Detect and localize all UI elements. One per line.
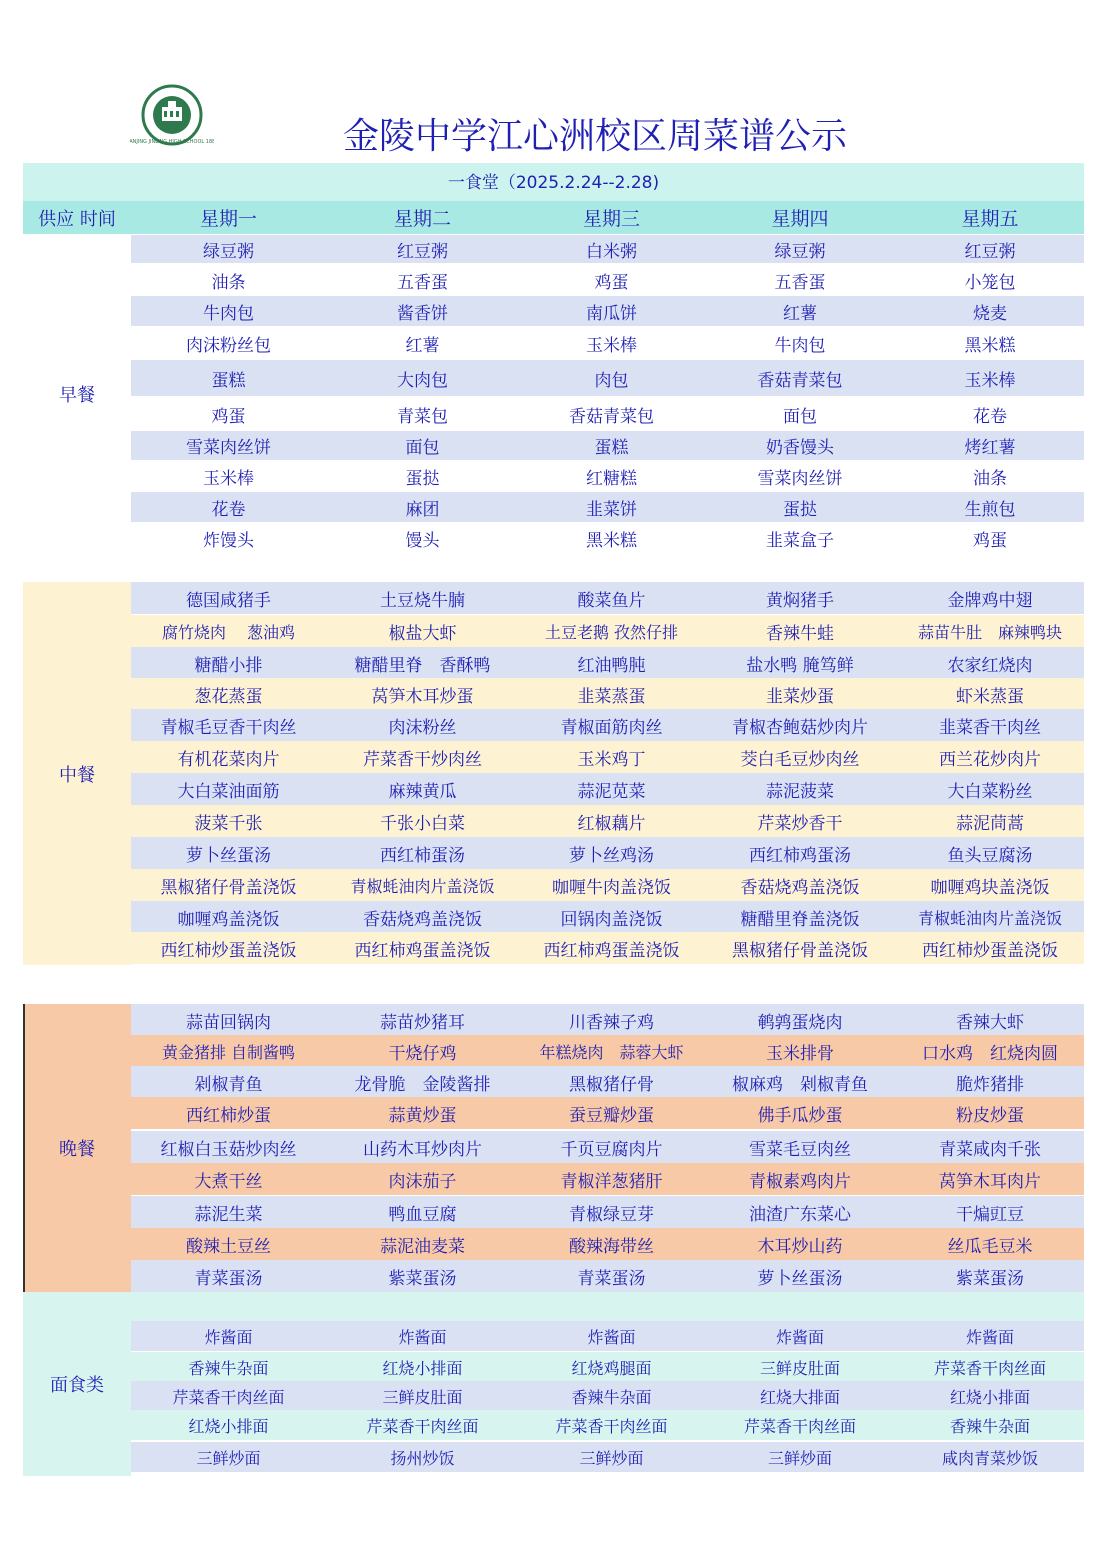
menu-row-lunch [131, 741, 1084, 773]
dish-cell: 红椒白玉菇炒肉丝 [160, 1139, 297, 1160]
dish-cell: 蛋糕 [594, 438, 629, 458]
dish-cell: 盐水鸭 腌笃鲜 [746, 655, 854, 676]
dish-cell: 丝瓜毛豆米 [947, 1236, 1033, 1257]
dish-cell: 回锅肉盖浇饭 [560, 909, 663, 930]
dish-cell: 龙骨脆 金陵酱排 [354, 1074, 491, 1095]
dish-cell: 红烧小排面 [382, 1358, 463, 1378]
dish-cell: 肉沫粉丝包 [186, 335, 271, 356]
dish-cell: 炸酱面 [204, 1327, 253, 1347]
dish-cell: 莴笋木耳炒蛋 [371, 686, 474, 707]
menu-row-breakfast [131, 523, 1084, 553]
menu-row-lunch [131, 709, 1084, 741]
dish-cell: 玉米棒 [586, 335, 637, 356]
menu-row-noodles [131, 1381, 1084, 1411]
dish-cell: 雪菜肉丝饼 [757, 468, 843, 489]
day-header: 星期一 [199, 208, 257, 230]
day-header: 星期三 [582, 208, 640, 230]
dish-cell: 干烧仔鸡 [388, 1043, 457, 1064]
dish-cell: 玉米排骨 [766, 1043, 834, 1064]
dish-cell: 千页豆腐肉片 [560, 1139, 663, 1160]
dish-cell: 芹菜香干肉丝面 [743, 1416, 856, 1436]
dish-cell: 萝卜丝蛋汤 [757, 1268, 843, 1289]
dish-cell: 剁椒青鱼 [194, 1074, 263, 1095]
dish-cell: 紫菜蛋汤 [388, 1268, 457, 1289]
dish-cell: 香辣大虾 [956, 1012, 1024, 1033]
dish-cell: 酸菜鱼片 [577, 590, 646, 611]
dish-cell: 青菜蛋汤 [194, 1268, 263, 1289]
dish-cell: 麻辣黄瓜 [388, 781, 457, 802]
dish-cell: 白米粥 [586, 241, 637, 262]
dish-cell: 农家红烧肉 [947, 655, 1033, 676]
page-title: 金陵中学江心洲校区周菜谱公示 [342, 116, 847, 157]
dish-cell: 香菇青菜包 [569, 406, 654, 427]
dish-cell: 椒麻鸡 剁椒青鱼 [732, 1074, 868, 1095]
dish-cell: 生煎包 [964, 499, 1016, 520]
menu-row-breakfast [131, 296, 1084, 326]
dish-cell: 馒头 [405, 530, 440, 551]
menu-row-breakfast [131, 431, 1084, 460]
menu-row-noodles [131, 1321, 1084, 1351]
dish-cell: 三鲜炒面 [579, 1448, 644, 1468]
dish-cell: 萝卜丝蛋汤 [186, 845, 271, 866]
dish-cell: 香辣牛蛙 [766, 623, 834, 644]
dish-cell: 牛肉包 [774, 335, 826, 356]
supply-time-header: 供应 时间 [38, 208, 116, 230]
dish-cell: 红烧鸡腿面 [571, 1358, 652, 1378]
menu-row-lunch [131, 869, 1084, 901]
day-header: 星期四 [771, 208, 829, 230]
dish-cell: 香菇烧鸡盖浇饭 [363, 909, 482, 930]
dish-cell: 蚕豆瓣炒蛋 [569, 1105, 654, 1126]
dish-cell: 烤红薯 [964, 438, 1016, 458]
dish-cell: 红烧小排面 [188, 1416, 269, 1436]
dish-cell: 酱香饼 [397, 303, 448, 324]
dish-cell: 年糕烧肉 蒜蓉大虾 [539, 1042, 684, 1062]
dish-cell: 芹菜香干肉丝面 [555, 1416, 668, 1436]
menu-row-lunch [131, 901, 1084, 933]
dish-cell: 山药木耳炒肉片 [363, 1139, 482, 1160]
dish-cell: 蒜苗炒猪耳 [380, 1012, 465, 1033]
dish-cell: 金牌鸡中翅 [947, 590, 1033, 611]
dish-cell: 蒜泥油麦菜 [380, 1236, 465, 1257]
dish-cell: 土豆老鹅 孜然仔排 [544, 622, 679, 642]
menu-row-breakfast [131, 360, 1084, 396]
dish-cell: 大肉包 [397, 370, 448, 391]
menu-row-dinner [131, 1066, 1084, 1098]
dish-cell: 香菇烧鸡盖浇饭 [740, 877, 860, 898]
day-header: 星期五 [961, 208, 1019, 230]
svg-text:NANJING JINLING HIGH SCHOOL 18: NANJING JINLING HIGH SCHOOL 1888 [130, 139, 214, 145]
dish-cell: 蒜泥菠菜 [766, 781, 834, 802]
dish-cell: 牛肉包 [203, 303, 254, 324]
menu-row-breakfast [131, 461, 1084, 491]
dish-cell: 雪菜肉丝饼 [186, 438, 271, 458]
dish-cell: 咖喱鸡盖浇饭 [177, 909, 280, 930]
dish-cell: 青椒洋葱猪肝 [560, 1171, 663, 1192]
dish-cell: 韭菜饼 [586, 499, 637, 520]
dish-cell: 菠菜千张 [194, 813, 263, 834]
dish-cell: 鸭血豆腐 [388, 1204, 457, 1225]
dish-cell: 青菜包 [397, 406, 448, 427]
dinner-left-rule [23, 1004, 25, 1292]
dish-cell: 五香蛋 [397, 272, 448, 293]
dish-cell: 香辣牛杂面 [949, 1416, 1030, 1436]
dish-cell: 西红柿蛋汤 [380, 845, 465, 866]
school-logo [130, 83, 214, 149]
menu-row-breakfast [131, 265, 1084, 295]
day-headers [131, 201, 1084, 234]
dish-cell: 咸肉青菜炒饭 [941, 1448, 1038, 1468]
dish-cell: 红豆粥 [397, 241, 448, 262]
menu-row-noodles [131, 1442, 1084, 1472]
dish-cell: 油条 [211, 272, 246, 293]
dish-cell: 烧麦 [973, 303, 1007, 324]
dish-cell: 麻团 [405, 499, 440, 520]
dish-cell: 葱花蒸蛋 [194, 686, 263, 707]
dish-cell: 鹌鹑蛋烧肉 [757, 1012, 843, 1033]
dish-cell: 糖醋里脊 香酥鸭 [354, 655, 491, 676]
dish-cell: 青椒蚝油肉片盖浇饭 [350, 876, 495, 896]
meal-label-lunch: 中餐 [23, 582, 131, 965]
dish-cell: 红烧小排面 [949, 1387, 1030, 1407]
dish-cell: 糖醋小排 [194, 655, 263, 676]
dish-cell: 红油鸭肫 [577, 655, 646, 676]
dish-cell: 芹菜香干肉丝面 [366, 1416, 479, 1436]
dish-cell: 口水鸡 红烧肉圆 [922, 1043, 1058, 1064]
dish-cell: 韭菜香干肉丝 [939, 717, 1041, 738]
dish-cell: 西红柿炒蛋 [186, 1105, 271, 1126]
dish-cell: 莴笋木耳肉片 [939, 1171, 1041, 1192]
dish-cell: 千张小白菜 [380, 813, 465, 834]
dish-cell: 炸酱面 [775, 1327, 824, 1347]
dish-cell: 黑米糕 [964, 335, 1016, 356]
dish-cell: 肉沫粉丝 [388, 717, 457, 738]
dish-cell: 大白菜油面筋 [177, 781, 280, 802]
dish-cell: 紫菜蛋汤 [956, 1268, 1024, 1289]
dish-cell: 面包 [783, 406, 817, 427]
menu-row-breakfast [131, 327, 1084, 359]
dish-cell: 脆炸猪排 [956, 1074, 1024, 1095]
dish-cell: 蛋挞 [405, 468, 440, 489]
dish-cell: 雪菜毛豆肉丝 [749, 1139, 851, 1160]
dish-cell: 炸馒头 [203, 530, 254, 551]
dish-cell: 红薯 [783, 303, 817, 324]
dish-cell: 椒盐大虾 [388, 623, 457, 644]
dish-cell: 青椒杏鲍菇炒肉片 [732, 717, 868, 738]
dish-cell: 青椒素鸡肉片 [749, 1171, 851, 1192]
dish-cell: 南瓜饼 [586, 303, 637, 324]
dish-cell: 糖醋里脊盖浇饭 [740, 909, 860, 930]
dish-cell: 青菜咸肉千张 [939, 1139, 1041, 1160]
dish-cell: 红烧大排面 [759, 1387, 840, 1407]
dish-cell: 德国咸猪手 [186, 590, 271, 611]
meal-label-noodles: 面食类 [23, 1292, 131, 1476]
dish-cell: 青椒毛豆香干肉丝 [160, 717, 297, 738]
dish-cell: 黄金猪排 自制酱鸭 [161, 1042, 296, 1062]
dish-cell: 花卷 [973, 406, 1007, 427]
dish-cell: 香辣牛杂面 [188, 1358, 269, 1378]
dish-cell: 小笼包 [964, 272, 1016, 293]
dish-cell: 酸辣海带丝 [569, 1236, 654, 1257]
dish-cell: 芹菜香干肉丝面 [933, 1358, 1046, 1378]
dish-cell: 玉米鸡丁 [577, 749, 646, 770]
dish-cell: 红椒藕片 [577, 813, 646, 834]
dish-cell: 玉米棒 [203, 468, 254, 489]
dish-cell: 虾米蒸蛋 [956, 686, 1024, 707]
dish-cell: 油条 [973, 468, 1007, 489]
menu-row-breakfast [131, 235, 1084, 263]
dish-cell: 炸酱面 [965, 1327, 1014, 1347]
dish-cell: 肉沫茄子 [388, 1171, 457, 1192]
dish-cell: 西红柿鸡蛋汤 [749, 845, 851, 866]
menu-row-lunch [131, 647, 1084, 679]
dish-cell: 茭白毛豆炒肉丝 [740, 749, 860, 770]
dish-cell: 青椒绿豆芽 [569, 1204, 654, 1225]
dish-cell: 韭菜炒蛋 [766, 686, 834, 707]
meal-label-breakfast: 早餐 [59, 385, 95, 406]
dish-cell: 西红柿炒蛋盖浇饭 [160, 940, 297, 961]
dish-cell: 鱼头豆腐汤 [947, 845, 1033, 866]
dish-cell: 大白菜粉丝 [947, 781, 1033, 802]
dish-cell: 三鲜皮肚面 [382, 1387, 463, 1407]
dish-cell: 咖喱鸡块盖浇饭 [930, 877, 1050, 898]
dish-cell: 蒜黄炒蛋 [388, 1105, 457, 1126]
menu-row-lunch [131, 932, 1084, 964]
dish-cell: 扬州炒饭 [390, 1448, 455, 1468]
dish-cell: 鸡蛋 [594, 272, 629, 293]
dish-cell: 有机花菜肉片 [177, 749, 280, 770]
dish-cell: 蒜苗回锅肉 [186, 1012, 271, 1033]
meal-label-dinner: 晚餐 [23, 1004, 131, 1292]
dish-cell: 芹菜炒香干 [757, 813, 843, 834]
dish-cell: 蒜苗牛肚 麻辣鸭块 [917, 622, 1062, 642]
dish-cell: 黑椒猪仔骨 [569, 1074, 654, 1095]
dish-cell: 青椒蚝油肉片盖浇饭 [917, 908, 1062, 928]
noodle-top-band [23, 1292, 1084, 1321]
dish-cell: 木耳炒山药 [757, 1236, 843, 1257]
dish-cell: 佛手瓜炒蛋 [757, 1105, 843, 1126]
menu-row-dinner [131, 1004, 1084, 1036]
dish-cell: 玉米棒 [964, 370, 1016, 391]
dish-cell: 芹菜香干炒肉丝 [363, 749, 482, 770]
dish-cell: 五香蛋 [774, 272, 826, 293]
menu-row-lunch [131, 805, 1084, 837]
dish-cell: 酸辣土豆丝 [186, 1236, 271, 1257]
dish-cell: 红糖糕 [586, 468, 637, 489]
dish-cell: 绿豆粥 [203, 241, 254, 262]
dish-cell: 三鲜炒面 [767, 1448, 832, 1468]
dish-cell: 绿豆粥 [774, 241, 826, 262]
dish-cell: 黑椒猪仔骨盖浇饭 [732, 940, 868, 961]
menu-row-dinner [131, 1163, 1084, 1195]
day-header: 星期二 [393, 208, 451, 230]
dish-cell: 蒜泥生菜 [194, 1204, 263, 1225]
dish-cell: 西红柿炒蛋盖浇饭 [922, 940, 1058, 961]
canteen-subtitle: 一食堂（2025.2.24--2.28) [23, 163, 1084, 201]
menu-row-noodles [131, 1410, 1084, 1440]
dish-cell: 三鲜炒面 [196, 1448, 261, 1468]
dish-cell: 蒜泥茼蒿 [956, 813, 1024, 834]
menu-row-lunch [131, 582, 1084, 614]
dish-cell: 土豆烧牛腩 [380, 590, 465, 611]
menu-row-noodles [131, 1352, 1084, 1382]
dish-cell: 香菇青菜包 [757, 370, 843, 391]
dish-cell: 花卷 [211, 499, 246, 520]
menu-row-dinner [131, 1228, 1084, 1260]
dish-cell: 西红柿鸡蛋盖浇饭 [543, 940, 680, 961]
dish-cell: 大煮干丝 [194, 1171, 263, 1192]
dish-cell: 蛋挞 [783, 499, 817, 520]
dish-cell: 炸酱面 [398, 1327, 447, 1347]
dish-cell: 西红柿鸡蛋盖浇饭 [354, 940, 491, 961]
school-emblem-icon [130, 83, 214, 149]
dish-cell: 川香辣子鸡 [569, 1012, 654, 1033]
menu-row-lunch [131, 678, 1084, 710]
dish-cell: 黑椒猪仔骨盖浇饭 [160, 877, 297, 898]
dish-cell: 青椒面筋肉丝 [560, 717, 663, 738]
dish-cell: 三鲜皮肚面 [759, 1358, 840, 1378]
dish-cell: 炸酱面 [587, 1327, 636, 1347]
dish-cell: 面包 [405, 438, 440, 458]
dish-cell: 韭菜蒸蛋 [577, 686, 646, 707]
dish-cell: 干煸豇豆 [956, 1204, 1024, 1225]
dish-cell: 红薯 [405, 335, 440, 356]
menu-row-lunch [131, 773, 1084, 805]
dish-cell: 腐竹烧肉 葱油鸡 [161, 622, 296, 642]
menu-row-dinner [131, 1131, 1084, 1163]
dish-cell: 萝卜丝鸡汤 [569, 845, 654, 866]
menu-row-dinner [131, 1097, 1084, 1129]
dish-cell: 咖喱牛肉盖浇饭 [552, 877, 671, 898]
dish-cell: 奶香馒头 [766, 438, 834, 458]
menu-row-dinner [131, 1035, 1084, 1067]
dish-cell: 黑米糕 [586, 530, 637, 551]
dish-cell: 蒜泥苋菜 [577, 781, 646, 802]
menu-row-lunch [131, 837, 1084, 869]
dish-cell: 油渣广东菜心 [749, 1204, 851, 1225]
dish-cell: 鸡蛋 [211, 406, 246, 427]
dish-cell: 肉包 [594, 370, 629, 391]
dish-cell: 黄焖猪手 [766, 590, 834, 611]
dish-cell: 韭菜盒子 [766, 530, 834, 551]
dish-cell: 粉皮炒蛋 [956, 1105, 1024, 1126]
dish-cell: 芹菜香干肉丝面 [172, 1387, 285, 1407]
menu-row-dinner [131, 1196, 1084, 1228]
dish-cell: 鸡蛋 [973, 530, 1007, 551]
menu-row-breakfast [131, 399, 1084, 429]
dish-cell: 香辣牛杂面 [571, 1387, 652, 1407]
dish-cell: 青菜蛋汤 [577, 1268, 646, 1289]
dish-cell: 西兰花炒肉片 [939, 749, 1041, 770]
menu-row-dinner [131, 1260, 1084, 1292]
dish-cell: 红豆粥 [964, 241, 1016, 262]
menu-row-breakfast [131, 492, 1084, 522]
dish-cell: 蛋糕 [211, 370, 246, 391]
menu-row-lunch [131, 615, 1084, 647]
